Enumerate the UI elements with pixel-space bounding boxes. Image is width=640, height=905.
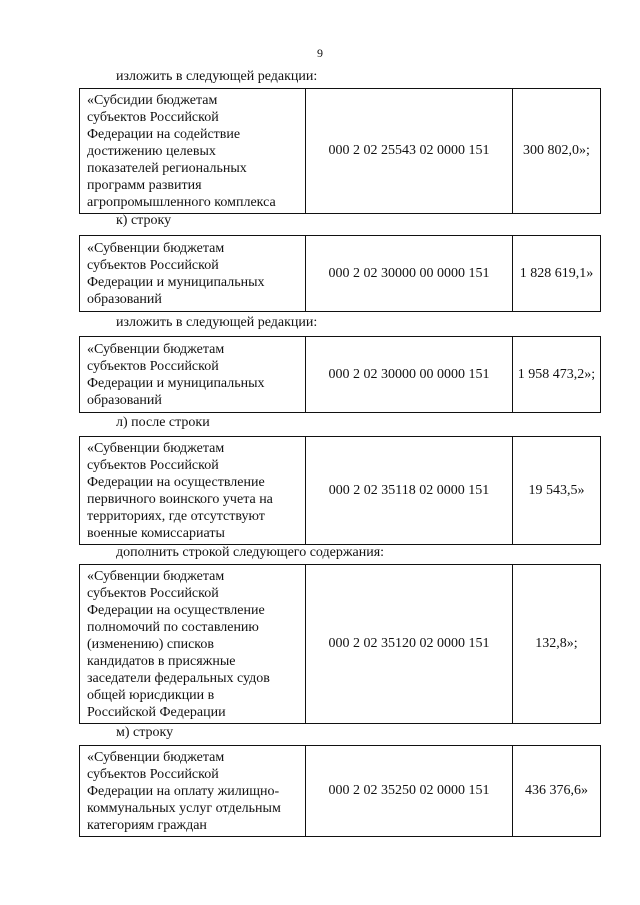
- row-code: 000 2 02 35120 02 0000 151: [306, 565, 513, 724]
- row-name: «Субвенции бюджетам субъектов Российской Федерации и муниципальных образований: [80, 236, 306, 312]
- row-code: 000 2 02 30000 00 0000 151: [306, 236, 513, 312]
- row-code: 000 2 02 35250 02 0000 151: [306, 746, 513, 837]
- instruction-k: к) строку: [116, 213, 172, 228]
- row-name: «Субвенции бюджетам субъектов Российской Федерации и муниципальных образований: [80, 337, 306, 413]
- row-name: «Субсидии бюджетам субъектов Российской Федерации на содействие достижению целевых показателей региональных программ развития агропромышленного комплекса: [80, 89, 306, 214]
- instruction-add: дополнить строкой следующего содержания:: [116, 545, 385, 560]
- row-amount: 19 543,5»: [513, 437, 601, 545]
- table-row-subvention-new: [79, 336, 601, 413]
- row-amount: 436 376,6»: [513, 746, 601, 837]
- instruction-replace-1: изложить в следующей редакции:: [116, 69, 318, 84]
- row-name: «Субвенции бюджетам субъектов Российской Федерации на осуществление первичного воинского учета на территориях, где отсутствуют военные комиссариаты: [80, 437, 306, 545]
- row-amount: 132,8»;: [513, 565, 601, 724]
- instruction-replace-2: изложить в следующей редакции:: [116, 315, 318, 330]
- row-code: 000 2 02 25543 02 0000 151: [306, 89, 513, 214]
- table-row-housing-utilities: [79, 745, 601, 837]
- instruction-l: л) после строки: [116, 415, 210, 430]
- instruction-m: м) строку: [116, 725, 174, 740]
- table-row-military-registration: [79, 436, 601, 545]
- row-amount: 1 958 473,2»;: [513, 337, 601, 413]
- table-row-subvention-old: [79, 235, 601, 312]
- page-number: 9: [317, 46, 323, 60]
- table-row-subsidy-agro: [79, 88, 601, 214]
- row-code: 000 2 02 35118 02 0000 151: [306, 437, 513, 545]
- row-amount: 1 828 619,1»: [513, 236, 601, 312]
- row-name: «Субвенции бюджетам субъектов Российской Федерации на осуществление полномочий по составлению (изменению) списков кандидатов в присяжные заседатели федеральных судов общей юрисдикции в Российской Федерации: [80, 565, 306, 724]
- table-row-jurors: [79, 564, 601, 724]
- row-code: 000 2 02 30000 00 0000 151: [306, 337, 513, 413]
- row-amount: 300 802,0»;: [513, 89, 601, 214]
- row-name: «Субвенции бюджетам субъектов Российской Федерации на оплату жилищно- коммунальных услуг отдельным категориям граждан: [80, 746, 306, 837]
